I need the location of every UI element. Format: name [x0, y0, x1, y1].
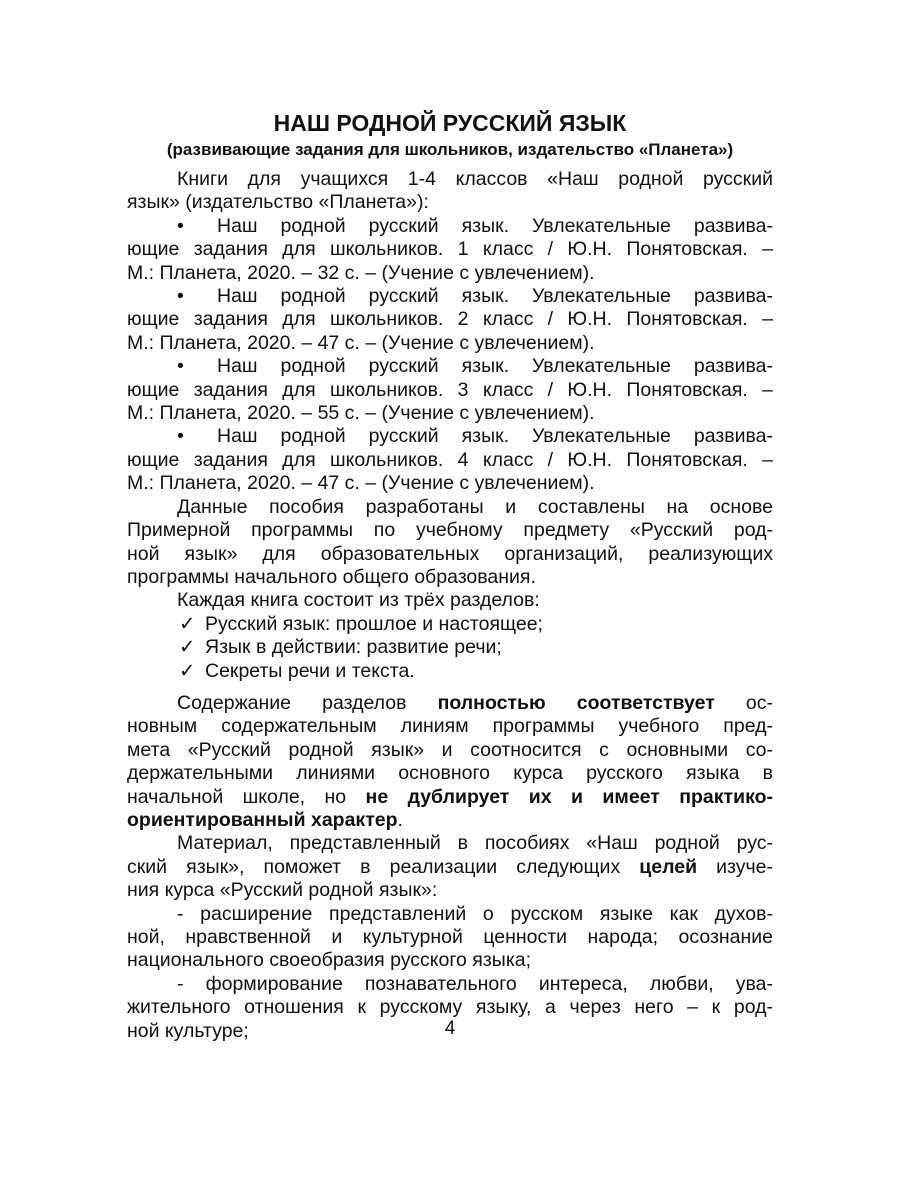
book-line [127, 355, 773, 378]
content-line [127, 809, 773, 832]
document-page [127, 108, 773, 1108]
basis-paragraph [127, 496, 773, 590]
goals-paragraph [127, 832, 773, 902]
page-number: 4 [444, 1018, 456, 1039]
goal-line: национального своеобразия русского языка; [127, 949, 532, 972]
bullet-icon: • [177, 355, 184, 378]
document-title: НАШ РОДНОЙ РУССКИЙ ЯЗЫК [273, 110, 627, 136]
book-line [127, 425, 773, 448]
goal-line: ной, нравственной и культурной ценности народа; осознание [127, 926, 773, 948]
content-line: мета «Русский родной язык» и соотносится с основными со- [127, 738, 773, 761]
section-item [127, 613, 773, 636]
book-item [127, 285, 773, 355]
intro-line: Книги для учащихся 1-4 классов «Наш родной русский [177, 168, 773, 190]
goals-text: ский язык», поможет в реализации следующих [127, 855, 640, 878]
content-emphasis: не дублирует их и имеет практико- [365, 785, 773, 808]
book-line: М.: Планета, 2020. – 47 с. – (Учение с увлечением). [127, 331, 595, 354]
goal-line: - формирование познавательного интереса, любви, ува- [177, 972, 773, 995]
book-line: ющие задания для школьников. 1 класс / Ю.Н. Понятовская. – [127, 238, 773, 261]
goals-line [127, 856, 773, 879]
checkmark-icon: ✓ [179, 636, 196, 659]
content-text: . [397, 808, 403, 831]
book-line: ющие задания для школьников. 4 класс / Ю.Н. Понятовская. – [127, 448, 773, 471]
goal-line: ной культуре; [127, 1019, 249, 1042]
basis-line: Примерной программы по учебному предмету «Русский род- [127, 519, 773, 542]
goals-line: Материал, представленный в пособиях «Наш родной рус- [177, 832, 773, 855]
checkmark-icon: ✓ [179, 612, 196, 635]
intro-paragraph [127, 168, 773, 215]
goals-text: изуче- [697, 855, 773, 878]
book-line: М.: Планета, 2020. – 55 с. – (Учение с увлечением). [127, 402, 595, 425]
content-emphasis: ориентированный характер [127, 808, 398, 831]
section-label: Язык в действии: развитие речи; [205, 636, 502, 659]
content-line: держательными линиями основного курса русского языка в [127, 762, 773, 785]
sections-intro-line: Каждая книга состоит из трёх разделов: [177, 589, 540, 612]
content-text: ос- [714, 691, 773, 714]
book-line [127, 215, 773, 238]
goal-line: жительного отношения к русскому языку, а через него – к род- [127, 996, 773, 1019]
book-line: М.: Планета, 2020. – 47 с. – (Учение с увлечением). [127, 472, 595, 495]
bullet-icon: • [177, 425, 184, 448]
book-title: Наш родной русский язык. Увлекательные развива- [217, 425, 773, 448]
book-item [127, 425, 773, 495]
spacer [127, 683, 773, 692]
bullet-icon: • [177, 285, 184, 308]
section-label: Секреты речи и текста. [205, 659, 415, 682]
checkmark-icon: ✓ [179, 659, 196, 682]
content-line [127, 786, 773, 809]
section-item [127, 636, 773, 659]
sections-intro [127, 589, 773, 612]
book-title: Наш родной русский язык. Увлекательные развива- [217, 285, 773, 308]
goals-emphasis: целей [639, 855, 698, 878]
content-emphasis: полностью соответствует [437, 691, 715, 714]
section-item [127, 660, 773, 683]
goal-line: - расширение представлений о русском языке как духов- [177, 902, 773, 925]
book-item [127, 355, 773, 425]
content-line: новным содержательным линиям программы учебного пред- [127, 715, 773, 738]
book-title: Наш родной русский язык. Увлекательные развива- [217, 214, 773, 237]
book-line [127, 285, 773, 308]
content-text: начальной школе, но [127, 785, 366, 808]
content-line [127, 692, 773, 715]
book-line: ющие задания для школьников. 3 класс / Ю.Н. Понятовская. – [127, 378, 773, 401]
book-line: ющие задания для школьников. 2 класс / Ю.Н. Понятовская. – [127, 308, 773, 331]
intro-line: язык» (издательство «Планета»): [127, 191, 429, 214]
bullet-icon: • [177, 214, 184, 237]
goal-item [127, 903, 773, 973]
content-paragraph [127, 692, 773, 832]
document-subtitle: (развивающие задания для школьников, издательство «Планета») [166, 140, 734, 159]
section-label: Русский язык: прошлое и настоящее; [205, 612, 543, 635]
book-item [127, 215, 773, 285]
book-line: М.: Планета, 2020. – 32 с. – (Учение с увлечением). [127, 261, 595, 284]
basis-line: ной язык» для образовательных организаций, реализующих [127, 542, 773, 565]
basis-line: Данные пособия разработаны и составлены на основе [177, 495, 773, 518]
content-text: Содержание разделов [177, 691, 438, 714]
book-title: Наш родной русский язык. Увлекательные развива- [217, 355, 773, 378]
basis-line: программы начального общего образования. [127, 565, 536, 588]
goals-line: ния курса «Русский родной язык»: [127, 879, 438, 902]
